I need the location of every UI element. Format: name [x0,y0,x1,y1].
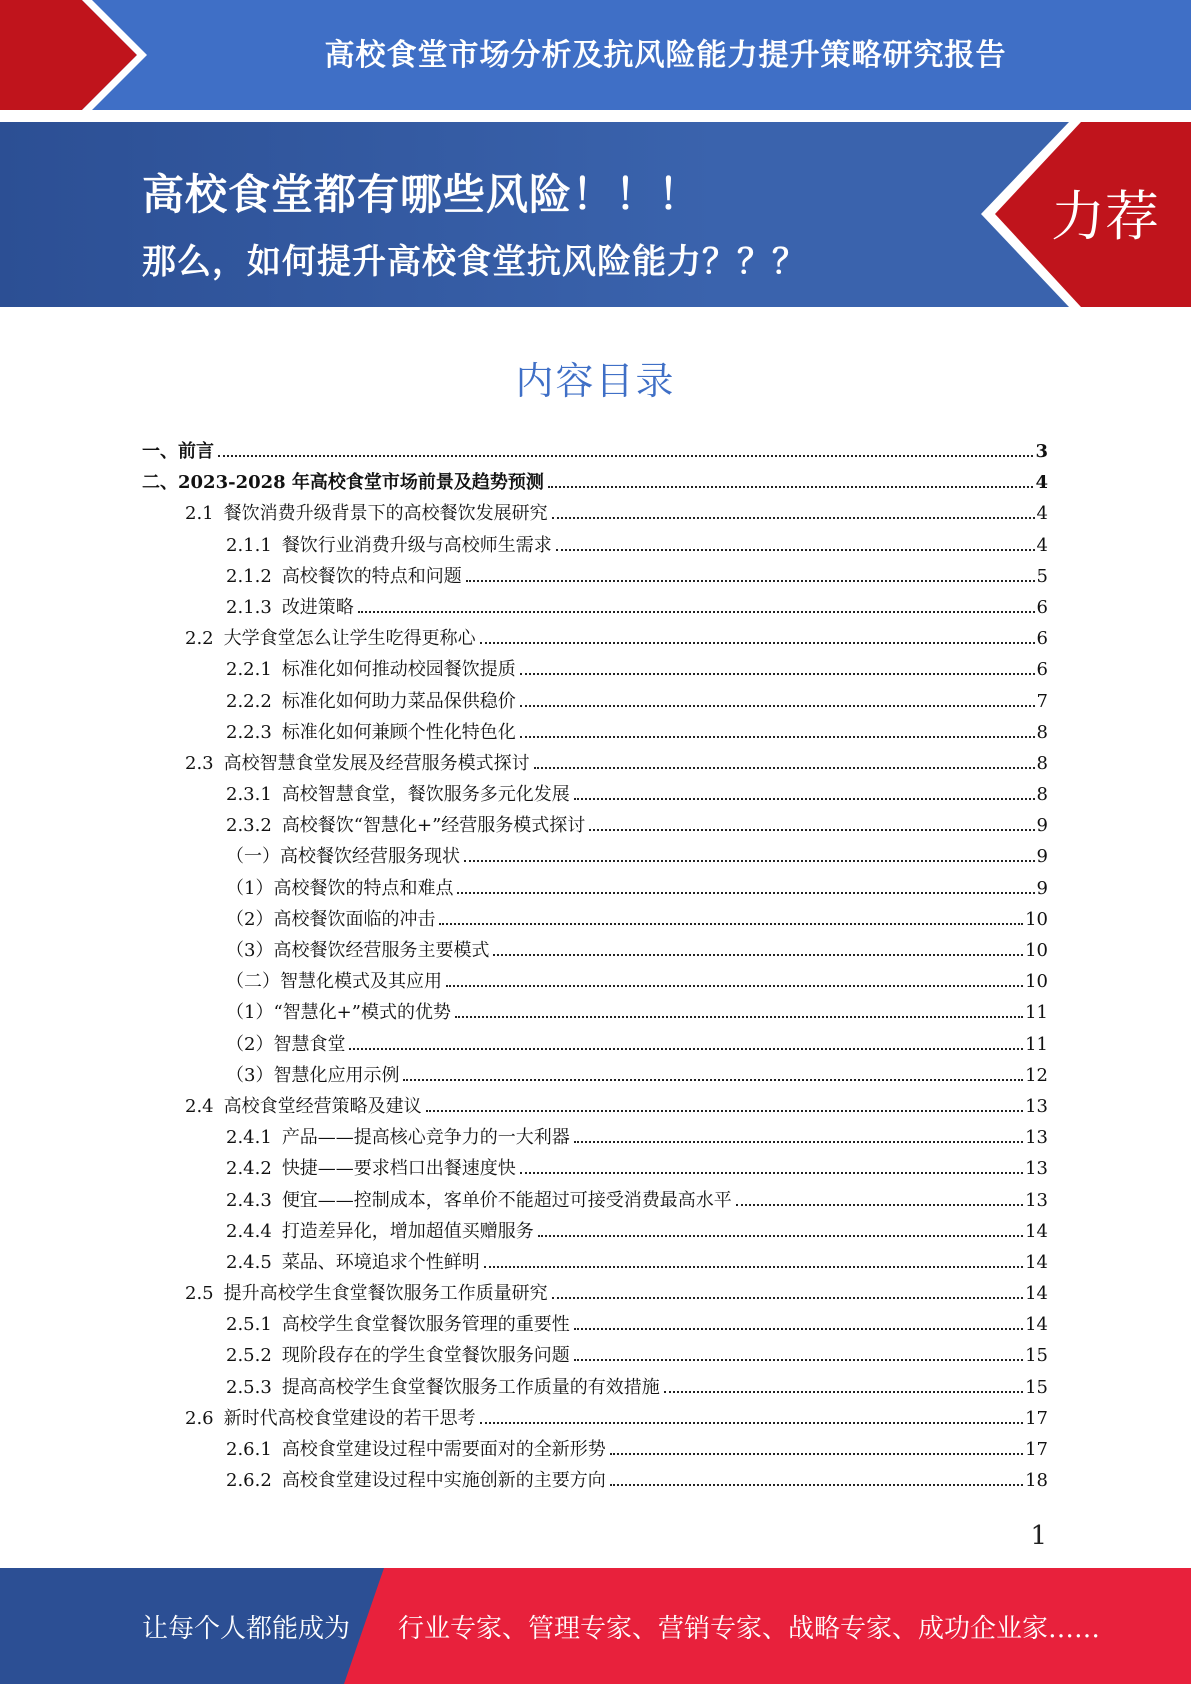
toc-entry-page: 11 [1025,1002,1048,1024]
toc-dot-leader [218,455,1033,457]
toc-entry-text: 餐饮消费升级背景下的高校餐饮发展研究 [223,503,548,525]
toc-entry-label [226,562,462,588]
toc-dot-leader [574,1359,1023,1361]
toc-entry-number: 2.4.3 [226,1189,272,1211]
toc-entry-number: 一、 [142,441,178,462]
toc-entry-page: 10 [1025,971,1048,993]
toc-dot-leader [538,1235,1023,1237]
toc-entry-page: 10 [1025,940,1048,961]
toc-entry-text: 快捷——要求档口出餐速度快 [281,1158,516,1180]
toc-entry[interactable] [142,531,1048,562]
toc-entry-text: （2）智慧食堂 [226,1033,346,1055]
toc-entry[interactable] [142,842,1048,873]
toc-dot-leader [403,1079,1023,1081]
toc-entry-label [226,1123,570,1149]
toc-dot-leader [548,486,1034,488]
toc-entry-page: 6 [1036,596,1048,618]
toc-entry-text: 提高高校学生食堂餐饮服务工作质量的有效措施 [281,1376,660,1398]
toc-entry-label [226,718,516,744]
table-of-contents [142,437,1048,1497]
toc-entry[interactable] [142,1248,1048,1279]
toc-entry-number: 2.2.2 [226,690,272,712]
toc-entry-number: 2.6.1 [226,1439,272,1460]
toc-entry[interactable] [142,1404,1048,1435]
toc-entry-number: 2.6 [185,1407,214,1429]
toc-entry[interactable] [142,1435,1048,1466]
toc-entry-text: 标准化如何兼顾个性化特色化 [281,721,516,743]
toc-entry-label [226,874,453,900]
toc-entry-number: 2.1 [185,503,214,525]
toc-dot-leader [439,923,1023,925]
toc-dot-leader [520,673,1035,675]
toc-entry-text: 高校智慧食堂发展及经营服务模式探讨 [223,752,530,774]
toc-entry-page: 13 [1025,1158,1048,1180]
toc-dot-leader [520,705,1035,707]
toc-entry-page: 11 [1025,1033,1048,1055]
toc-entry-page: 14 [1025,1314,1048,1336]
toc-entry-text: 便宜——控制成本，客单价不能超过可接受消费最高水平 [281,1189,732,1211]
toc-entry[interactable] [142,1154,1048,1185]
toc-entry-label [226,967,442,993]
toc-dot-leader [446,985,1023,987]
toc-entry-text: 高校食堂建设过程中需要面对的全新形势 [281,1439,606,1460]
recommend-badge-text: 力荐 [1051,185,1159,248]
toc-entry-text: 打造差异化，增加超值买赠服务 [281,1220,534,1242]
toc-entry-page: 18 [1025,1470,1048,1492]
toc-entry-page: 17 [1025,1407,1048,1429]
toc-entry-label [142,468,544,494]
toc-entry[interactable] [142,780,1048,811]
toc-entry-page: 15 [1025,1376,1048,1398]
toc-entry-text: 高校餐饮的特点和问题 [281,565,462,587]
toc-entry-number: 2.5.3 [226,1376,272,1398]
toc-entry-text: （3）智慧化应用示例 [226,1064,400,1086]
toc-entry-label [226,1435,606,1461]
toc-dot-leader [534,767,1035,769]
toc-entry-label [226,531,552,557]
footer-slogan-left: 让每个人都能成为 [142,1614,351,1644]
toc-dot-leader [556,549,1035,551]
toc-entry-text: 新时代高校食堂建设的若干思考 [223,1407,476,1429]
toc-entry-label [185,624,476,650]
toc-dot-leader [610,1453,1023,1455]
toc-dot-leader [520,736,1035,738]
toc-entry-page: 17 [1025,1439,1048,1460]
toc-entry-label [226,593,354,619]
toc-entry-text: 高校食堂建设过程中实施创新的主要方向 [281,1470,606,1492]
toc-entry-label [185,749,530,775]
toc-entry-text: 菜品、环境追求个性鲜明 [281,1251,480,1273]
toc-entry[interactable] [142,1123,1048,1154]
toc-entry-page: 8 [1036,784,1048,806]
toc-dot-leader [574,798,1035,800]
toc-entry-label [226,842,460,868]
toc-entry-label [226,780,570,806]
toc-entry-label [226,1373,660,1399]
toc-entry-page: 12 [1025,1064,1048,1086]
toc-entry-text: （二）智慧化模式及其应用 [226,971,442,993]
toc-entry-number: 2.5.2 [226,1345,272,1367]
toc-entry-page: 13 [1025,1189,1048,1211]
toc-entry-text: （一）高校餐饮经营服务现状 [226,846,460,868]
toc-entry-text: 高校智慧食堂，餐饮服务多元化发展 [281,784,570,806]
toc-entry[interactable] [142,468,1048,499]
toc-entry-number: 二、 [142,472,178,494]
toc-dot-leader [358,611,1035,613]
toc-entry-label [226,1310,570,1336]
toc-entry[interactable] [142,562,1048,593]
toc-entry-label [226,1466,606,1492]
toc-entry[interactable] [142,437,1048,468]
toc-dot-leader [552,1297,1023,1299]
toc-entry-text: 餐饮行业消费升级与高校师生需求 [281,534,552,556]
toc-entry-label [226,1030,345,1056]
toc-entry[interactable] [142,1186,1048,1217]
toc-entry-label [185,1092,422,1118]
toc-entry[interactable] [142,811,1048,842]
toc-entry-text: 产品——提高核心竞争力的一大利器 [281,1127,570,1149]
toc-entry-number: 2.5.1 [226,1314,272,1336]
toc-dot-leader [426,1110,1023,1112]
headline-line-2: 那么，如何提升高校食堂抗风险能力？？？ [142,242,807,282]
toc-entry-page: 7 [1036,690,1048,712]
toc-entry-text: （3）高校餐饮经营服务主要模式 [226,940,490,961]
toc-entry-page: 14 [1025,1251,1048,1273]
toc-entry-label [226,1186,732,1212]
toc-entry-label [226,687,516,713]
toc-entry-number: 2.1.1 [226,534,272,556]
toc-dot-leader [552,517,1035,519]
toc-entry[interactable] [142,1373,1048,1404]
toc-entry-label [226,905,435,931]
toc-entry-label [226,1061,399,1087]
toc-entry-number: 2.2.1 [226,659,272,681]
toc-entry-label [226,811,585,837]
toc-dot-leader [589,829,1034,831]
toc-dot-leader [480,642,1035,644]
toc-entry[interactable] [142,749,1048,780]
toc-dot-leader [574,1328,1023,1330]
toc-entry-label [185,499,548,525]
report-title: 高校食堂市场分析及抗风险能力提升策略研究报告 [324,38,1007,73]
toc-dot-leader [736,1204,1023,1206]
toc-heading: 内容目录 [515,359,676,403]
toc-entry-text: （1）高校餐饮的特点和难点 [226,877,454,899]
toc-entry-text: 高校学生食堂餐饮服务管理的重要性 [281,1314,570,1336]
toc-dot-leader [493,954,1023,956]
toc-entry[interactable] [142,967,1048,998]
footer-slogan-right: 行业专家、管理专家、营销专家、战略专家、成功企业家…… [398,1614,1101,1644]
footer-band [0,1568,1191,1684]
toc-entry-page: 4 [1036,534,1048,556]
toc-entry-page: 8 [1036,752,1048,774]
toc-entry-number: 2.1.3 [226,596,272,618]
toc-entry[interactable] [142,936,1048,967]
headline-line-1: 高校食堂都有哪些风险！！！ [142,170,702,219]
toc-entry-number: 2.4 [185,1095,214,1117]
toc-entry[interactable] [142,1217,1048,1248]
toc-entry-page: 4 [1035,472,1048,494]
toc-entry-number: 2.3.1 [226,784,272,806]
toc-entry-text: （1）“智慧化+”模式的优势 [226,1002,451,1024]
toc-entry-text: 高校餐饮“智慧化+”经营服务模式探讨 [281,815,586,837]
toc-entry-label [185,1404,476,1430]
toc-entry-page: 10 [1025,908,1048,930]
toc-dot-leader [349,1048,1023,1050]
toc-entry-text: 大学食堂怎么让学生吃得更称心 [223,628,476,650]
toc-entry-page: 13 [1025,1095,1048,1117]
toc-dot-leader [484,1266,1023,1268]
page-number: 1 [1030,1521,1047,1551]
toc-entry[interactable] [142,1061,1048,1092]
toc-entry-text: 标准化如何推动校园餐饮提质 [281,659,516,681]
toc-dot-leader [464,860,1035,862]
toc-entry[interactable] [142,874,1048,905]
toc-entry-text: 2023-2028 年高校食堂市场前景及趋势预测 [178,472,544,494]
toc-entry-page: 9 [1036,815,1048,837]
toc-entry[interactable] [142,499,1048,530]
toc-entry-text: 改进策略 [281,596,354,618]
toc-entry-page: 8 [1036,721,1048,743]
toc-dot-leader [610,1484,1023,1486]
toc-dot-leader [455,1016,1023,1018]
toc-dot-leader [480,1422,1023,1424]
toc-entry-number: 2.6.2 [226,1470,272,1492]
toc-entry-label [226,1248,480,1274]
toc-entry-number: 2.4.1 [226,1127,272,1149]
toc-entry-page: 6 [1036,659,1048,681]
toc-entry-page: 14 [1025,1283,1048,1305]
toc-entry-number: 2.4.5 [226,1251,272,1273]
toc-entry[interactable] [142,655,1048,686]
toc-entry-number: 2.2 [185,628,214,650]
toc-entry[interactable] [142,1092,1048,1123]
toc-entry-page: 15 [1025,1345,1048,1367]
toc-entry-text: （2）高校餐饮面临的冲击 [226,908,436,930]
toc-entry-number: 2.5 [185,1283,214,1305]
toc-entry-page: 6 [1036,628,1048,650]
toc-entry-label [185,1279,548,1305]
toc-entry-text: 现阶段存在的学生食堂餐饮服务问题 [281,1345,570,1367]
toc-dot-leader [457,892,1034,894]
top-header-band [0,0,1191,110]
toc-entry-number: 2.2.3 [226,721,272,743]
toc-entry-page: 4 [1036,503,1048,525]
toc-entry[interactable] [142,998,1048,1029]
toc-entry[interactable] [142,905,1048,936]
toc-dot-leader [520,1172,1023,1174]
toc-entry-text: 提升高校学生食堂餐饮服务工作质量研究 [223,1283,548,1305]
toc-entry-page: 3 [1035,441,1048,462]
toc-entry-label [142,437,214,463]
toc-entry[interactable] [142,1466,1048,1497]
toc-entry[interactable] [142,687,1048,718]
toc-entry-page: 13 [1025,1127,1048,1149]
toc-entry-text: 标准化如何助力菜品保供稳价 [281,690,516,712]
toc-dot-leader [466,580,1035,582]
toc-entry-number: 2.4.2 [226,1158,272,1180]
toc-entry[interactable] [142,593,1048,624]
toc-entry-label [226,1217,534,1243]
toc-entry-label [226,1341,570,1367]
red-arrow-decoration [0,0,160,110]
toc-entry-number: 2.3.2 [226,815,272,837]
toc-entry[interactable] [142,718,1048,749]
toc-entry-page: 9 [1036,877,1048,899]
toc-entry[interactable] [142,1279,1048,1310]
headline-banner [0,122,1191,307]
toc-entry-label [226,936,489,962]
toc-entry-number: 2.4.4 [226,1220,272,1242]
toc-entry[interactable] [142,1030,1048,1061]
toc-entry[interactable] [142,1341,1048,1372]
toc-entry-label [226,1154,516,1180]
toc-entry[interactable] [142,1310,1048,1341]
toc-dot-leader [574,1141,1023,1143]
toc-entry-page: 14 [1025,1220,1048,1242]
toc-entry-text: 高校食堂经营策略及建议 [223,1095,422,1117]
toc-entry-number: 2.3 [185,752,214,774]
toc-entry-label [226,998,451,1024]
toc-entry-page: 9 [1036,846,1048,868]
toc-entry-label [226,655,516,681]
toc-entry[interactable] [142,624,1048,655]
toc-entry-number: 2.1.2 [226,565,272,587]
toc-entry-text: 前言 [178,441,214,462]
toc-entry-page: 5 [1036,565,1048,587]
toc-dot-leader [664,1391,1023,1393]
